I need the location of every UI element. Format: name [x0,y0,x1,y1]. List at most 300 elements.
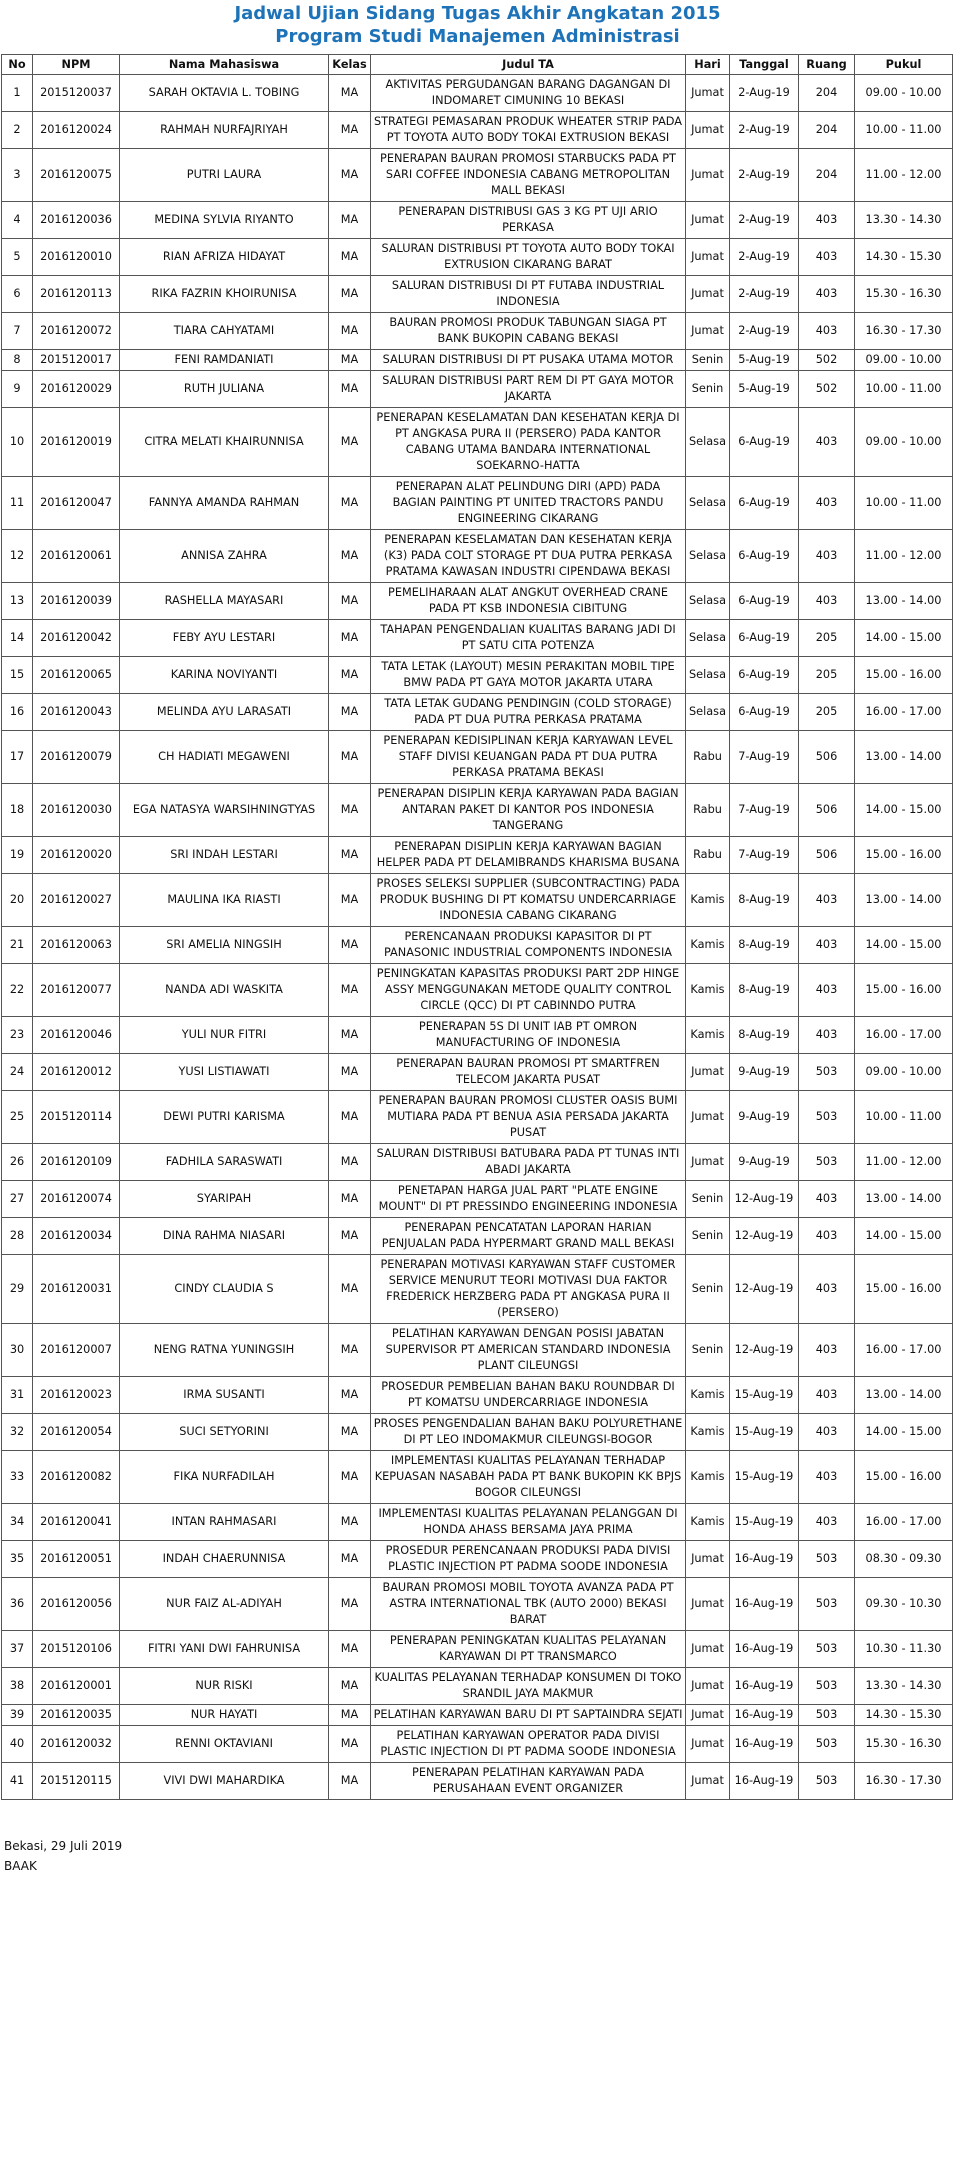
table-row [2,694,953,731]
cell-nama: RENNI OKTAVIANI [120,1726,329,1763]
cell-ruang: 503 [799,1541,855,1578]
cell-hari: Jumat [686,202,730,239]
cell-kelas: MA [329,927,371,964]
cell-ruang: 205 [799,657,855,694]
table-row [2,408,953,477]
cell-judul: PENERAPAN ALAT PELINDUNG DIRI (APD) PADA BAGIAN PAINTING PT UNITED TRACTORS PANDU ENGINEERING CIKARANG [371,477,686,530]
cell-pukul: 14.00 - 15.00 [855,1218,953,1255]
cell-tanggal: 16-Aug-19 [730,1763,799,1800]
cell-kelas: MA [329,1255,371,1324]
cell-kelas: MA [329,694,371,731]
cell-pukul: 14.30 - 15.30 [855,239,953,276]
table-row [2,1181,953,1218]
cell-no: 27 [2,1181,33,1218]
table-row [2,927,953,964]
cell-kelas: MA [329,1377,371,1414]
cell-judul: SALURAN DISTRIBUSI PART REM DI PT GAYA MOTOR JAKARTA [371,371,686,408]
cell-kelas: MA [329,1668,371,1705]
table-row [2,149,953,202]
footer-issuer: BAAK [4,1859,37,1873]
title-line-2: Program Studi Manajemen Administrasi [275,26,680,47]
cell-tanggal: 8-Aug-19 [730,874,799,927]
table-row [2,239,953,276]
table-row [2,313,953,350]
cell-ruang: 403 [799,313,855,350]
cell-nama: FENI RAMDANIATI [120,350,329,371]
cell-npm: 2016120030 [33,784,120,837]
cell-hari: Jumat [686,1054,730,1091]
cell-judul: PENERAPAN PENCATATAN LAPORAN HARIAN PENJUALAN PADA HYPERMART GRAND MALL BEKASI [371,1218,686,1255]
cell-npm: 2016120024 [33,112,120,149]
cell-ruang: 503 [799,1705,855,1726]
cell-ruang: 503 [799,1054,855,1091]
cell-kelas: MA [329,350,371,371]
cell-ruang: 403 [799,477,855,530]
cell-npm: 2015120114 [33,1091,120,1144]
cell-ruang: 403 [799,1017,855,1054]
cell-npm: 2016120065 [33,657,120,694]
cell-pukul: 16.30 - 17.30 [855,1763,953,1800]
cell-hari: Jumat [686,1578,730,1631]
cell-ruang: 403 [799,964,855,1017]
cell-kelas: MA [329,112,371,149]
table-row [2,1017,953,1054]
cell-kelas: MA [329,75,371,112]
cell-npm: 2016120082 [33,1451,120,1504]
cell-hari: Jumat [686,1668,730,1705]
cell-no: 7 [2,313,33,350]
cell-pukul: 08.30 - 09.30 [855,1541,953,1578]
cell-pukul: 09.00 - 10.00 [855,350,953,371]
cell-npm: 2016120023 [33,1377,120,1414]
cell-npm: 2016120077 [33,964,120,1017]
cell-kelas: MA [329,620,371,657]
table-row [2,202,953,239]
cell-nama: EGA NATASYA WARSIHNINGTYAS [120,784,329,837]
col-header-pukul: Pukul [855,55,953,75]
cell-kelas: MA [329,477,371,530]
table-row [2,874,953,927]
cell-no: 32 [2,1414,33,1451]
cell-pukul: 16.00 - 17.00 [855,1504,953,1541]
cell-nama: MEDINA SYLVIA RIYANTO [120,202,329,239]
cell-no: 26 [2,1144,33,1181]
cell-ruang: 204 [799,149,855,202]
cell-ruang: 503 [799,1726,855,1763]
cell-pukul: 15.00 - 16.00 [855,1451,953,1504]
cell-ruang: 506 [799,784,855,837]
cell-ruang: 503 [799,1668,855,1705]
cell-tanggal: 16-Aug-19 [730,1631,799,1668]
cell-npm: 2016120039 [33,583,120,620]
cell-npm: 2016120010 [33,239,120,276]
cell-no: 16 [2,694,33,731]
cell-ruang: 403 [799,1504,855,1541]
cell-pukul: 14.00 - 15.00 [855,784,953,837]
cell-judul: PROSEDUR PEMBELIAN BAHAN BAKU ROUNDBAR DI PT KOMATSU UNDERCARRIAGE INDONESIA [371,1377,686,1414]
cell-pukul: 11.00 - 12.00 [855,1144,953,1181]
cell-hari: Kamis [686,964,730,1017]
cell-kelas: MA [329,149,371,202]
cell-nama: DINA RAHMA NIASARI [120,1218,329,1255]
cell-no: 24 [2,1054,33,1091]
col-header-hari: Hari [686,55,730,75]
cell-hari: Senin [686,350,730,371]
cell-ruang: 403 [799,408,855,477]
table-row [2,1705,953,1726]
cell-nama: FADHILA SARASWATI [120,1144,329,1181]
cell-tanggal: 2-Aug-19 [730,239,799,276]
cell-judul: PENERAPAN DISIPLIN KERJA KARYAWAN PADA BAGIAN ANTARAN PAKET DI KANTOR POS INDONESIA TANGERANG [371,784,686,837]
cell-hari: Kamis [686,1017,730,1054]
cell-nama: NENG RATNA YUNINGSIH [120,1324,329,1377]
cell-judul: PENERAPAN KESELAMATAN DAN KESEHATAN KERJA (K3) PADA COLT STORAGE PT DUA PUTRA PERKASA PRATAMA KAWASAN INDUSTRI CIPENDAWA BEKASI [371,530,686,583]
table-row [2,1726,953,1763]
cell-tanggal: 7-Aug-19 [730,784,799,837]
cell-no: 17 [2,731,33,784]
cell-npm: 2016120031 [33,1255,120,1324]
cell-npm: 2016120056 [33,1578,120,1631]
cell-kelas: MA [329,1726,371,1763]
table-row [2,112,953,149]
cell-kelas: MA [329,1541,371,1578]
cell-npm: 2016120051 [33,1541,120,1578]
cell-hari: Senin [686,1181,730,1218]
cell-no: 41 [2,1763,33,1800]
cell-nama: CH HADIATI MEGAWENI [120,731,329,784]
cell-no: 11 [2,477,33,530]
cell-tanggal: 12-Aug-19 [730,1324,799,1377]
cell-pukul: 10.00 - 11.00 [855,477,953,530]
title-line-1: Jadwal Ujian Sidang Tugas Akhir Angkatan 2015 [234,3,721,24]
cell-tanggal: 12-Aug-19 [730,1181,799,1218]
cell-ruang: 403 [799,874,855,927]
cell-kelas: MA [329,276,371,313]
cell-pukul: 10.00 - 11.00 [855,371,953,408]
col-header-kelas: Kelas [329,55,371,75]
cell-no: 9 [2,371,33,408]
cell-hari: Rabu [686,784,730,837]
cell-pukul: 13.00 - 14.00 [855,1181,953,1218]
cell-kelas: MA [329,202,371,239]
cell-no: 23 [2,1017,33,1054]
cell-pukul: 09.00 - 10.00 [855,1054,953,1091]
cell-hari: Kamis [686,1377,730,1414]
cell-hari: Selasa [686,408,730,477]
cell-pukul: 15.00 - 16.00 [855,657,953,694]
cell-tanggal: 8-Aug-19 [730,964,799,1017]
cell-tanggal: 8-Aug-19 [730,1017,799,1054]
cell-no: 5 [2,239,33,276]
cell-no: 2 [2,112,33,149]
cell-judul: PROSEDUR PERENCANAAN PRODUKSI PADA DIVISI PLASTIC INJECTION PT PADMA SOODE INDONESIA [371,1541,686,1578]
cell-hari: Senin [686,1324,730,1377]
cell-pukul: 16.00 - 17.00 [855,1324,953,1377]
cell-nama: DEWI PUTRI KARISMA [120,1091,329,1144]
cell-ruang: 403 [799,583,855,620]
cell-hari: Selasa [686,583,730,620]
cell-kelas: MA [329,239,371,276]
cell-tanggal: 12-Aug-19 [730,1218,799,1255]
cell-no: 6 [2,276,33,313]
cell-kelas: MA [329,1144,371,1181]
cell-pukul: 11.00 - 12.00 [855,530,953,583]
cell-pukul: 13.00 - 14.00 [855,583,953,620]
cell-hari: Selasa [686,657,730,694]
table-row [2,964,953,1017]
col-header-tanggal: Tanggal [730,55,799,75]
cell-ruang: 403 [799,202,855,239]
table-row [2,657,953,694]
cell-hari: Selasa [686,694,730,731]
cell-hari: Jumat [686,239,730,276]
cell-tanggal: 16-Aug-19 [730,1541,799,1578]
cell-judul: PENERAPAN KEDISIPLINAN KERJA KARYAWAN LEVEL STAFF DIVISI KEUANGAN PADA PT DUA PUTRA PERKASA PRATAMA BEKASI [371,731,686,784]
cell-tanggal: 6-Aug-19 [730,530,799,583]
cell-tanggal: 16-Aug-19 [730,1578,799,1631]
cell-hari: Kamis [686,927,730,964]
cell-nama: SYARIPAH [120,1181,329,1218]
col-header-npm: NPM [33,55,120,75]
cell-no: 10 [2,408,33,477]
cell-npm: 2016120001 [33,1668,120,1705]
cell-nama: VIVI DWI MAHARDIKA [120,1763,329,1800]
cell-tanggal: 2-Aug-19 [730,276,799,313]
cell-nama: SUCI SETYORINI [120,1414,329,1451]
cell-tanggal: 15-Aug-19 [730,1414,799,1451]
cell-kelas: MA [329,1451,371,1504]
cell-hari: Kamis [686,1451,730,1504]
cell-nama: NUR RISKI [120,1668,329,1705]
col-header-judul: Judul TA [371,55,686,75]
cell-judul: TATA LETAK GUDANG PENDINGIN (COLD STORAGE) PADA PT DUA PUTRA PERKASA PRATAMA [371,694,686,731]
cell-kelas: MA [329,1091,371,1144]
cell-pukul: 14.00 - 15.00 [855,927,953,964]
cell-tanggal: 2-Aug-19 [730,75,799,112]
cell-ruang: 403 [799,1377,855,1414]
cell-nama: RUTH JULIANA [120,371,329,408]
col-header-nama: Nama Mahasiswa [120,55,329,75]
schedule-table [1,54,953,1800]
cell-tanggal: 9-Aug-19 [730,1144,799,1181]
table-row [2,477,953,530]
cell-npm: 2016120027 [33,874,120,927]
cell-ruang: 403 [799,1181,855,1218]
table-row [2,1504,953,1541]
cell-kelas: MA [329,657,371,694]
table-row [2,1054,953,1091]
cell-npm: 2016120063 [33,927,120,964]
cell-npm: 2016120007 [33,1324,120,1377]
col-header-ruang: Ruang [799,55,855,75]
cell-nama: FANNYA AMANDA RAHMAN [120,477,329,530]
cell-nama: RIAN AFRIZA HIDAYAT [120,239,329,276]
cell-pukul: 15.00 - 16.00 [855,837,953,874]
cell-tanggal: 2-Aug-19 [730,313,799,350]
cell-kelas: MA [329,530,371,583]
cell-tanggal: 2-Aug-19 [730,202,799,239]
cell-judul: PENERAPAN MOTIVASI KARYAWAN STAFF CUSTOMER SERVICE MENURUT TEORI MOTIVASI DUA FAKTOR FREDERICK HERZBERG PADA PT ANGKASA PURA II (PERSERO) [371,1255,686,1324]
cell-no: 39 [2,1705,33,1726]
cell-tanggal: 15-Aug-19 [730,1504,799,1541]
cell-pukul: 16.00 - 17.00 [855,694,953,731]
cell-npm: 2015120037 [33,75,120,112]
cell-no: 31 [2,1377,33,1414]
cell-judul: SALURAN DISTRIBUSI BATUBARA PADA PT TUNAS INTI ABADI JAKARTA [371,1144,686,1181]
cell-hari: Kamis [686,1414,730,1451]
table-row [2,1631,953,1668]
table-row [2,1324,953,1377]
cell-hari: Jumat [686,1631,730,1668]
cell-nama: IRMA SUSANTI [120,1377,329,1414]
cell-ruang: 503 [799,1144,855,1181]
cell-hari: Rabu [686,837,730,874]
cell-tanggal: 5-Aug-19 [730,371,799,408]
footer [4,1836,955,1876]
cell-kelas: MA [329,1324,371,1377]
col-header-no: No [2,55,33,75]
cell-pukul: 10.00 - 11.00 [855,1091,953,1144]
cell-npm: 2016120113 [33,276,120,313]
cell-pukul: 09.00 - 10.00 [855,408,953,477]
cell-hari: Senin [686,371,730,408]
table-row [2,1541,953,1578]
cell-judul: PERENCANAAN PRODUKSI KAPASITOR DI PT PANASONIC INDUSTRIAL COMPONENTS INDONESIA [371,927,686,964]
cell-no: 15 [2,657,33,694]
table-row [2,1668,953,1705]
cell-nama: SRI AMELIA NINGSIH [120,927,329,964]
cell-judul: PENINGKATAN KAPASITAS PRODUKSI PART 2DP HINGE ASSY MENGGUNAKAN METODE QUALITY CONTROL CIRCLE (QCC) DI PT CABINNDO PUTRA [371,964,686,1017]
document-title [0,0,955,48]
footer-place-date: Bekasi, 29 Juli 2019 [4,1839,123,1853]
cell-nama: INTAN RAHMASARI [120,1504,329,1541]
cell-pukul: 10.00 - 11.00 [855,112,953,149]
cell-npm: 2016120020 [33,837,120,874]
cell-tanggal: 16-Aug-19 [730,1668,799,1705]
cell-pukul: 14.30 - 15.30 [855,1705,953,1726]
cell-tanggal: 6-Aug-19 [730,583,799,620]
cell-tanggal: 6-Aug-19 [730,620,799,657]
table-row [2,583,953,620]
cell-hari: Jumat [686,1144,730,1181]
cell-tanggal: 9-Aug-19 [730,1091,799,1144]
cell-ruang: 403 [799,239,855,276]
cell-tanggal: 16-Aug-19 [730,1705,799,1726]
cell-npm: 2016120029 [33,371,120,408]
cell-kelas: MA [329,1631,371,1668]
cell-judul: PROSES PENGENDALIAN BAHAN BAKU POLYURETHANE DI PT LEO INDOMAKMUR CILEUNGSI-BOGOR [371,1414,686,1451]
cell-pukul: 15.00 - 16.00 [855,964,953,1017]
cell-hari: Selasa [686,477,730,530]
cell-nama: ANNISA ZAHRA [120,530,329,583]
table-row [2,1091,953,1144]
cell-kelas: MA [329,1054,371,1091]
cell-no: 35 [2,1541,33,1578]
cell-no: 14 [2,620,33,657]
cell-no: 18 [2,784,33,837]
cell-pukul: 15.30 - 16.30 [855,1726,953,1763]
cell-npm: 2016120036 [33,202,120,239]
cell-tanggal: 6-Aug-19 [730,657,799,694]
cell-judul: PENETAPAN HARGA JUAL PART "PLATE ENGINE MOUNT" DI PT PRESSINDO ENGINEERING INDONESIA [371,1181,686,1218]
table-row [2,1414,953,1451]
cell-judul: IMPLEMENTASI KUALITAS PELAYANAN TERHADAP KEPUASAN NASABAH PADA PT BANK BUKOPIN KK BPJS BOGOR CILEUNGSI [371,1451,686,1504]
cell-no: 8 [2,350,33,371]
cell-judul: PEMELIHARAAN ALAT ANGKUT OVERHEAD CRANE PADA PT KSB INDONESIA CIBITUNG [371,583,686,620]
cell-judul: PENERAPAN BAURAN PROMOSI CLUSTER OASIS BUMI MUTIARA PADA PT BENUA ASIA PERSADA JAKARTA PUSAT [371,1091,686,1144]
cell-nama: FEBY AYU LESTARI [120,620,329,657]
cell-npm: 2016120046 [33,1017,120,1054]
cell-no: 29 [2,1255,33,1324]
cell-judul: SALURAN DISTRIBUSI PT TOYOTA AUTO BODY TOKAI EXTRUSION CIKARANG BARAT [371,239,686,276]
cell-npm: 2016120043 [33,694,120,731]
cell-npm: 2016120054 [33,1414,120,1451]
cell-npm: 2016120075 [33,149,120,202]
table-row [2,1578,953,1631]
cell-no: 20 [2,874,33,927]
cell-npm: 2016120034 [33,1218,120,1255]
cell-hari: Jumat [686,1726,730,1763]
cell-nama: FITRI YANI DWI FAHRUNISA [120,1631,329,1668]
cell-kelas: MA [329,1181,371,1218]
cell-judul: PENERAPAN PELATIHAN KARYAWAN PADA PERUSAHAAN EVENT ORGANIZER [371,1763,686,1800]
cell-no: 25 [2,1091,33,1144]
cell-ruang: 403 [799,1218,855,1255]
cell-tanggal: 6-Aug-19 [730,408,799,477]
cell-no: 30 [2,1324,33,1377]
cell-pukul: 10.30 - 11.30 [855,1631,953,1668]
cell-tanggal: 8-Aug-19 [730,927,799,964]
cell-no: 36 [2,1578,33,1631]
cell-ruang: 403 [799,927,855,964]
cell-judul: PELATIHAN KARYAWAN BARU DI PT SAPTAINDRA SEJATI [371,1705,686,1726]
cell-ruang: 506 [799,837,855,874]
cell-tanggal: 7-Aug-19 [730,731,799,784]
cell-pukul: 14.00 - 15.00 [855,1414,953,1451]
cell-nama: NANDA ADI WASKITA [120,964,329,1017]
cell-tanggal: 2-Aug-19 [730,112,799,149]
cell-hari: Kamis [686,874,730,927]
cell-no: 13 [2,583,33,620]
cell-judul: AKTIVITAS PERGUDANGAN BARANG DAGANGAN DI INDOMARET CIMUNING 10 BEKASI [371,75,686,112]
cell-kelas: MA [329,1763,371,1800]
cell-tanggal: 9-Aug-19 [730,1054,799,1091]
cell-judul: SALURAN DISTRIBUSI DI PT FUTABA INDUSTRIAL INDONESIA [371,276,686,313]
cell-ruang: 204 [799,75,855,112]
cell-nama: NUR FAIZ AL-ADIYAH [120,1578,329,1631]
cell-pukul: 13.00 - 14.00 [855,731,953,784]
cell-no: 28 [2,1218,33,1255]
cell-ruang: 403 [799,1451,855,1504]
cell-judul: PROSES SELEKSI SUPPLIER (SUBCONTRACTING) PADA PRODUK BUSHING DI PT KOMATSU UNDERCARRIAGE INDONESIA CABANG CIKARANG [371,874,686,927]
cell-tanggal: 16-Aug-19 [730,1726,799,1763]
cell-nama: PUTRI LAURA [120,149,329,202]
table-row [2,1218,953,1255]
cell-tanggal: 15-Aug-19 [730,1451,799,1504]
cell-pukul: 13.30 - 14.30 [855,202,953,239]
cell-npm: 2016120079 [33,731,120,784]
cell-npm: 2016120074 [33,1181,120,1218]
cell-nama: CINDY CLAUDIA S [120,1255,329,1324]
cell-kelas: MA [329,1705,371,1726]
cell-hari: Selasa [686,530,730,583]
cell-pukul: 13.30 - 14.30 [855,1668,953,1705]
cell-kelas: MA [329,408,371,477]
cell-kelas: MA [329,1504,371,1541]
cell-nama: TIARA CAHYATAMI [120,313,329,350]
table-row [2,371,953,408]
cell-kelas: MA [329,731,371,784]
